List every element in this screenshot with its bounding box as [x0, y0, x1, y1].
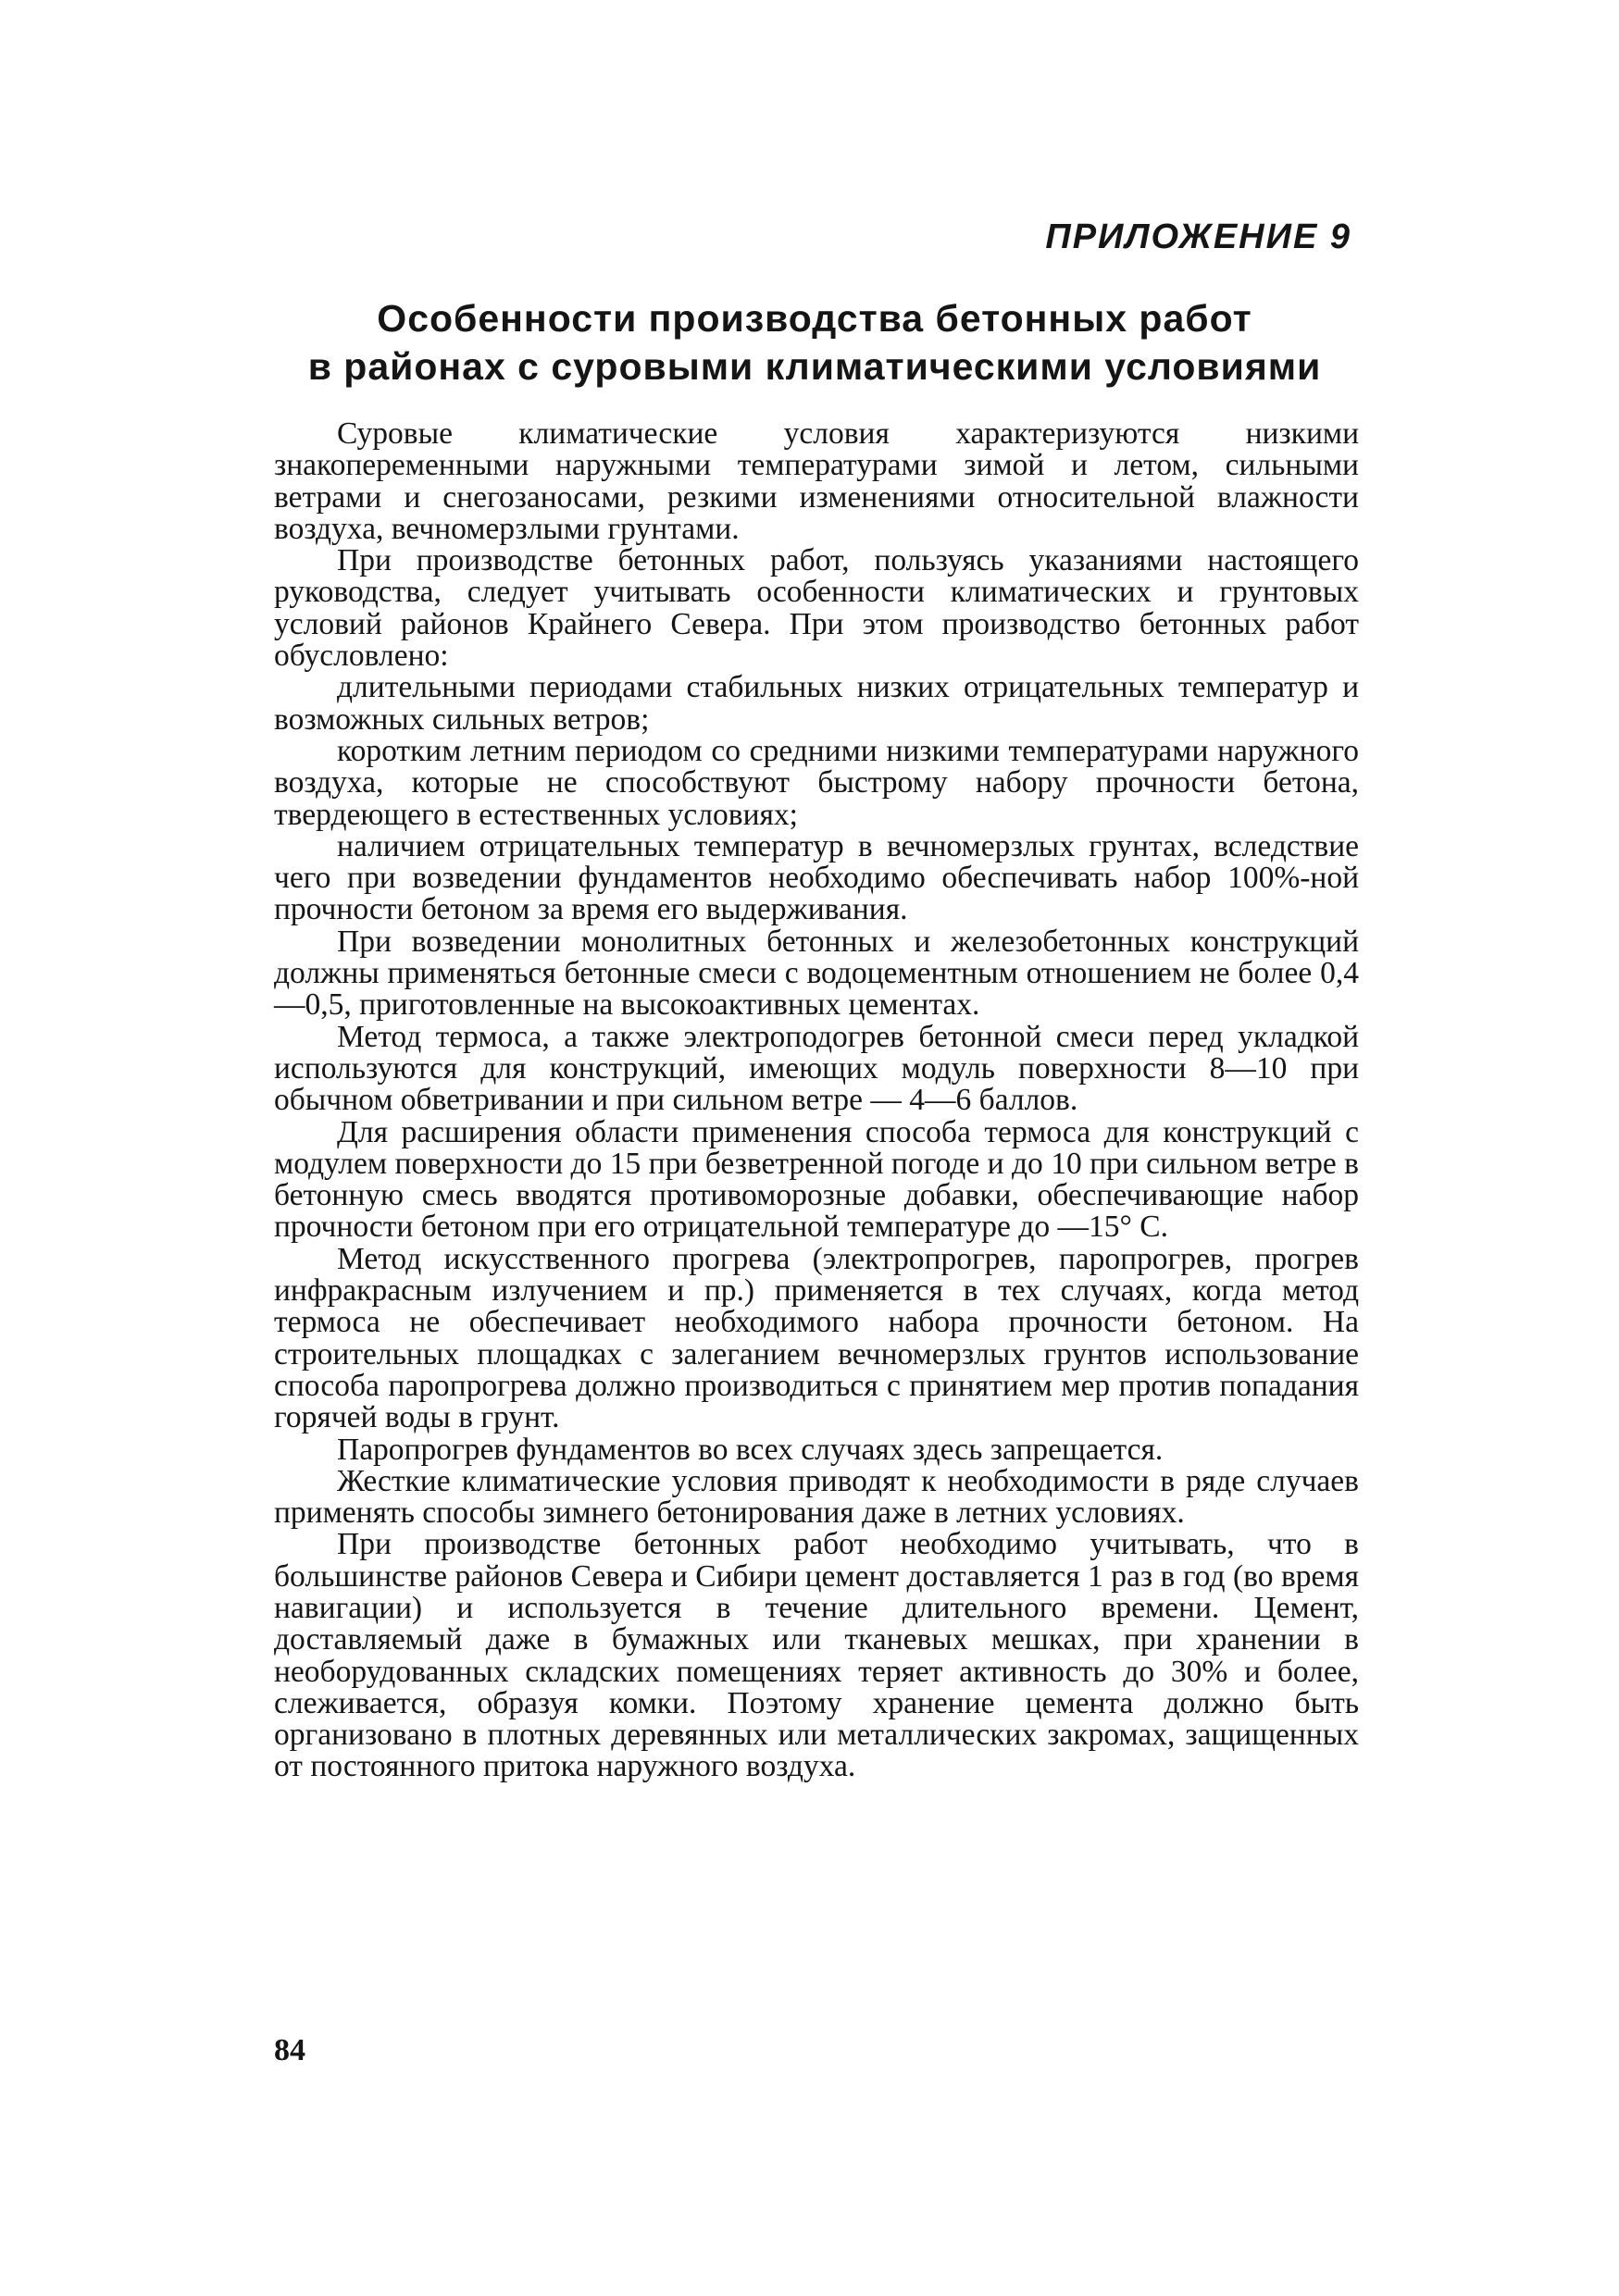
paragraph-cement-storage: При производстве бетонных работ необходимо учитывать, что в большинстве районов Севера и Сибири цемент доставляется 1 раз в год (во время навигации) и используется в течение длительного времени. Цемент, доставляемый даже в бумажных или тканевых мешках, при хранении в необорудованных складских помещениях теряет активность до 30% и более, слеживается, образуя комки. Поэтому хранение цемента должно быть организовано в плотных деревянных или металлических закромах, защищенных от постоянного притока наружного воздуха. — [274, 1527, 1359, 1784]
paragraph-artificial-heating: Метод искусственного прогрева (электропрогрев, паропрогрев, прогрев инфракрасным излучением и пр.) применяется в тех случаях, когда метод термоса не обеспечивает необходимого набора прочности бетоном. На строительных площадках с залеганием вечномерзлых грунтов использование способа паропрогрева должно производиться с принятием мер против попадания горячей воды в грунт. — [274, 1241, 1359, 1435]
title-line-2: в районах с суровыми климатическими условиями — [307, 345, 1322, 388]
paragraph-monolithic-structures: При возведении монолитных бетонных и железобетонных конструкций должны применяться бетонные смеси с водоцементным отношением не более 0,4—0,5, приготовленные на высокоактивных цементах. — [274, 924, 1359, 1023]
paragraph-climate-conditions: Суровые климатические условия характеризуются низкими знакопеременными наружными температурами зимой и летом, сильными ветрами и снегозаносами, резкими изменениями относительной влажности воздуха, вечномерзлыми грунтами. — [274, 416, 1359, 546]
paragraph-thermos-method: Метод термоса, а также электроподогрев бетонной смеси перед укладкой используются для конструкций, имеющих модуль поверхности 8—10 при обычном обветривании и при сильном ветре — 4—6 баллов. — [274, 1019, 1359, 1118]
paragraph-production-considerations: При производстве бетонных работ, пользуясь указаниями настоящего руководства, следует учитывать особенности климатических и грунтовых условий районов Крайнего Севера. При этом производство бетонных работ обусловлено: — [274, 543, 1359, 674]
paragraph-short-summer: коротким летним периодом со средними низкими температурами наружного воздуха, которые не способствуют быстрому набору прочности бетона, твердеющего в естественных условиях; — [274, 733, 1359, 832]
paragraph-permafrost-temperatures: наличием отрицательных температур в вечномерзлых грунтах, вследствие чего при возведении фундаментов необходимо обеспечивать набор 100%-ной прочности бетоном за время его выдерживания. — [274, 828, 1359, 927]
body-text — [274, 418, 1359, 1783]
title-line-1: Особенности производства бетонных работ — [377, 297, 1252, 340]
paragraph-summer-winter-methods: Жесткие климатические условия приводят к необходимости в ряде случаев применять способы зимнего бетонирования даже в летних условиях. — [274, 1463, 1359, 1531]
paragraph-antifreeze-additives: Для расширения области применения способа термоса для конструкций с модулем поверхности до 15 при безветренной погоде и до 10 при сильном ветре в бетонную смесь вводятся противоморозные добавки, обеспечивающие набор прочности бетоном при его отрицательной температуре до —15° С. — [274, 1114, 1359, 1245]
paragraph-long-cold-periods: длительными периодами стабильных низких отрицательных температур и возможных сильных ветров; — [274, 670, 1359, 737]
appendix-label: ПРИЛОЖЕНИЕ 9 — [1045, 217, 1351, 256]
page-number: 84 — [274, 2033, 305, 2067]
document-title — [268, 294, 1361, 391]
paragraph-steam-heating-prohibited: Паропрогрев фундаментов во всех случаях здесь запрещается. — [337, 1432, 1164, 1467]
